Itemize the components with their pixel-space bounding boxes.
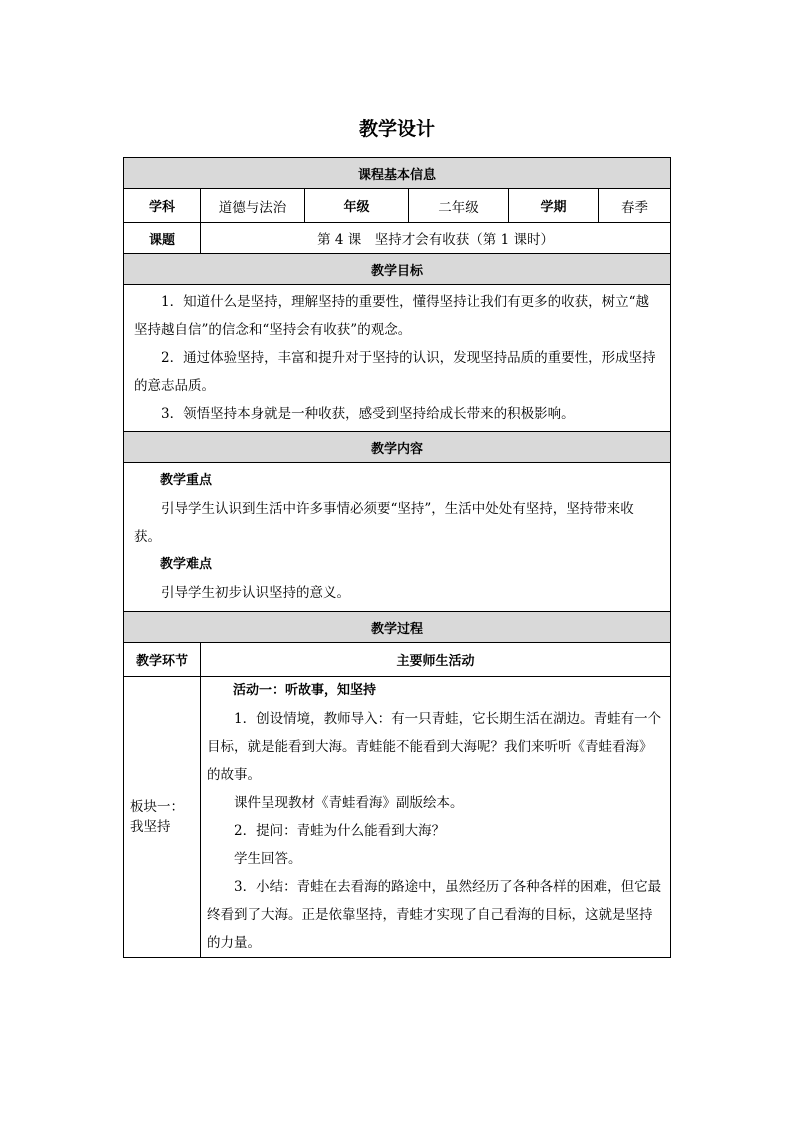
key-point-label: 教学重点 [160, 473, 213, 488]
grade-value: 二年级 [409, 189, 509, 223]
key-point-text: 引导学生认识到生活中许多事情必须要“坚持”，生活中处处有坚持，坚持带来收获。 [134, 501, 634, 545]
block-name: 板块一：我坚持 [130, 799, 184, 835]
objective-item: 1．知道什么是坚持，理解坚持的重要性，懂得坚持让我们有更多的收获，树立“越坚持越自信”的信念和“坚持会有收获”的观念。 [134, 294, 649, 338]
content-row [124, 463, 671, 612]
activity-paragraph: 3．小结：青蛙在去看海的路途中，虽然经历了各种各样的困难，但它最终看到了大海。正是依靠坚持，青蛙才实现了自己看海的目标，这就是坚持的力量。 [207, 879, 662, 951]
block-name-cell [124, 677, 201, 958]
activity-paragraph: 2．提问：青蛙为什么能看到大海？ [234, 823, 446, 839]
subject-label: 学科 [124, 189, 201, 223]
term-label: 学期 [509, 189, 599, 223]
difficulty-text: 引导学生初步认识坚持的意义。 [161, 585, 350, 601]
objectives-heading: 教学目标 [124, 254, 671, 285]
objective-item: 2．通过体验坚持，丰富和提升对于坚持的认识，发现坚持品质的重要性，形成坚持的意志品质。 [134, 350, 656, 394]
objectives-cell [124, 285, 671, 432]
basic-info-header-row [124, 158, 671, 189]
content-header-row [124, 432, 671, 463]
subject-value: 道德与法治 [201, 189, 305, 223]
objective-item: 3．领悟坚持本身就是一种收获，感受到坚持给成长带来的积极影响。 [161, 406, 575, 422]
activity-paragraph: 课件呈现教材《青蛙看海》副版绘本。 [234, 795, 464, 811]
term-value: 春季 [599, 189, 671, 223]
basic-info-row [124, 189, 671, 223]
process-heading: 教学过程 [124, 612, 671, 643]
process-block-row [124, 677, 671, 958]
document-title: 教学设计 [358, 118, 435, 140]
basic-info-heading: 课程基本信息 [124, 158, 671, 189]
content-cell [124, 463, 671, 612]
lesson-plan-table [123, 157, 671, 958]
activity-column-header: 主要师生活动 [201, 643, 671, 677]
activity-paragraph: 1．创设情境，教师导入：有一只青蛙，它长期生活在湖边。青蛙有一个目标，就是能看到大海。青蛙能不能看到大海呢？我们来听听《青蛙看海》的故事。 [207, 711, 662, 783]
grade-label: 年级 [305, 189, 409, 223]
process-header-row [124, 612, 671, 643]
process-columns-row [124, 643, 671, 677]
objectives-header-row [124, 254, 671, 285]
difficulty-label: 教学难点 [160, 557, 213, 572]
activity-title: 活动一：听故事，知坚持 [233, 683, 377, 698]
topic-value: 第 4 课 坚持才会有收获（第 1 课时） [201, 223, 671, 254]
topic-label: 课题 [124, 223, 201, 254]
content-heading: 教学内容 [124, 432, 671, 463]
topic-row [124, 223, 671, 254]
objectives-row [124, 285, 671, 432]
activity-paragraph: 学生回答。 [234, 851, 302, 867]
stage-column-header: 教学环节 [124, 643, 201, 677]
activity-cell [201, 677, 671, 958]
